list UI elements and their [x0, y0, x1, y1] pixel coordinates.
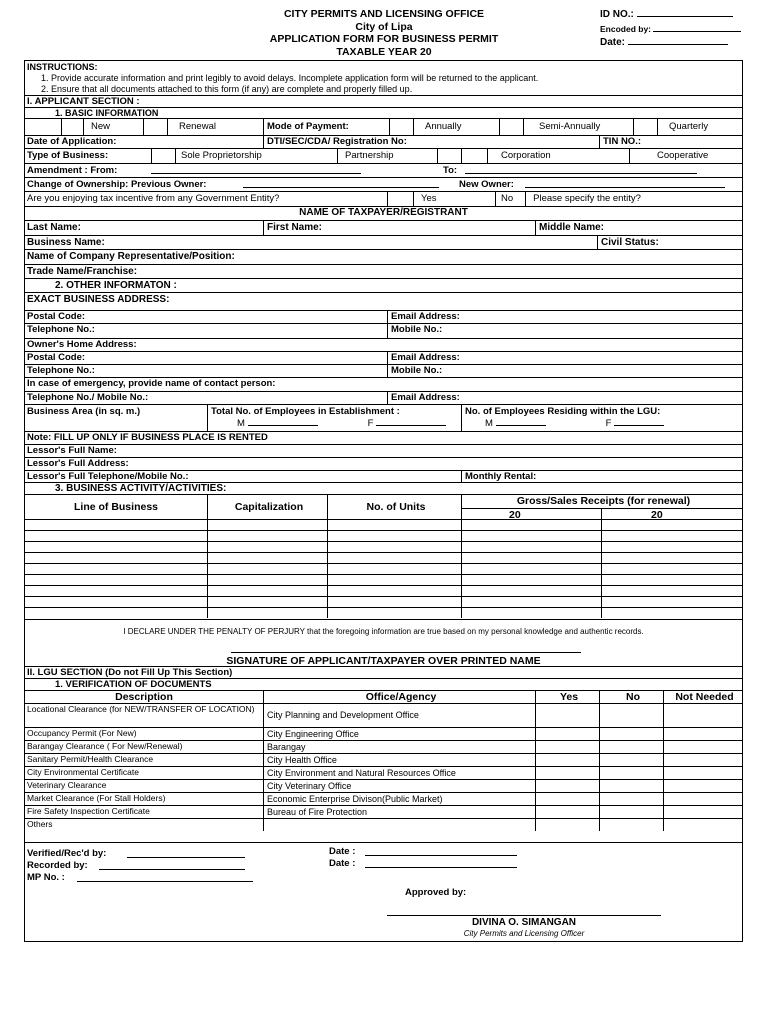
- divider: [207, 608, 208, 618]
- lessor-address-row: [25, 457, 742, 470]
- not-needed-checkbox[interactable]: [663, 793, 742, 805]
- divider: [601, 542, 602, 552]
- divider: [461, 520, 462, 530]
- amendment-from-field[interactable]: [151, 165, 361, 174]
- owner-home-label[interactable]: Owner's Home Address:: [27, 339, 137, 350]
- not-needed-checkbox[interactable]: [663, 767, 742, 779]
- verification-title: 1. VERIFICATION OF DOCUMENTS: [55, 679, 212, 690]
- activity-row[interactable]: [25, 530, 742, 541]
- new-owner-field[interactable]: [525, 179, 725, 188]
- postal-code-label[interactable]: Postal Code:: [27, 311, 86, 322]
- verification-row-item: [25, 779, 742, 792]
- divider: [327, 531, 328, 541]
- telephone-mobile-label[interactable]: Telephone No./ Mobile No.:: [27, 392, 149, 403]
- id-no-field[interactable]: [637, 8, 733, 17]
- header-date-field[interactable]: [628, 36, 728, 45]
- divider: [487, 149, 488, 163]
- dti-registration-label: DTI/SEC/CDA/ Registration No:: [263, 136, 599, 148]
- recorded-by-field[interactable]: [99, 861, 245, 870]
- taxpayer-name-header: [25, 206, 742, 220]
- date-field-1[interactable]: [365, 847, 517, 856]
- date-field-2[interactable]: [365, 859, 517, 868]
- yes-checkbox[interactable]: [535, 767, 599, 779]
- divider: [167, 119, 168, 135]
- basic-info-title: 1. BASIC INFORMATION: [55, 108, 159, 118]
- divider: [175, 149, 176, 163]
- line-of-business-header: Line of Business: [73, 501, 158, 513]
- office-agency: City Environment and Natural Resources Office: [263, 767, 535, 779]
- yes-checkbox[interactable]: [535, 780, 599, 792]
- first-name-label[interactable]: First Name:: [263, 221, 535, 235]
- mode-of-payment-label: Mode of Payment:: [263, 119, 389, 135]
- activity-grid: [25, 519, 742, 619]
- divider: [207, 575, 208, 585]
- divider: [461, 542, 462, 552]
- verification-row-item: [25, 703, 742, 727]
- divider: [327, 597, 328, 607]
- verification-row-item: [25, 805, 742, 818]
- mp-no-field[interactable]: [77, 873, 253, 882]
- applicant-section-title: I. APPLICANT SECTION :: [27, 96, 140, 107]
- verification-row: [25, 678, 742, 690]
- document-description: City Environmental Certificate: [27, 767, 139, 777]
- officer-name: DIVINA O. SIMANGAN: [471, 917, 577, 928]
- no-label: No: [501, 193, 514, 204]
- cooperative-label: Cooperative: [657, 150, 709, 161]
- type-of-business-row: [25, 148, 742, 163]
- document-description: Fire Safety Inspection Certificate: [27, 806, 150, 816]
- trade-name-label[interactable]: Trade Name/Franchise:: [27, 266, 138, 277]
- quarterly-label: Quarterly: [669, 121, 709, 132]
- office-agency: Barangay: [263, 741, 535, 753]
- year-1-label: 20____: [509, 509, 545, 521]
- units-header: No. of Units: [327, 495, 461, 519]
- yes-checkbox[interactable]: [535, 806, 599, 818]
- document-description: Barangay Clearance ( For New/Renewal): [27, 741, 183, 751]
- telephone-label-2[interactable]: Telephone No.:: [27, 365, 95, 376]
- mobile-label[interactable]: Mobile No.:: [387, 324, 742, 338]
- instruction-1: 1. Provide accurate information and print legibly to avoid delays. Incomplete application form will be returned to the applicant.: [41, 73, 539, 83]
- activity-row[interactable]: [25, 563, 742, 574]
- instruction-2: 2. Ensure that all documents attached to this form (if any) are complete and properly filled up.: [41, 84, 413, 94]
- incentive-yes-option[interactable]: [387, 192, 495, 206]
- activity-header: [25, 482, 742, 494]
- not-needed-checkbox[interactable]: [663, 741, 742, 753]
- postal-row-2: [25, 351, 742, 364]
- divider: [327, 520, 328, 530]
- verification-row-item: [25, 740, 742, 753]
- divider: [461, 553, 462, 563]
- office-agency: [263, 819, 535, 831]
- divider: [327, 564, 328, 574]
- permit-type-row: [25, 118, 742, 135]
- no-checkbox[interactable]: [599, 780, 663, 792]
- business-permit-form: [24, 4, 743, 942]
- office-agency: City Health Office: [263, 754, 535, 766]
- divider: [461, 608, 462, 618]
- date-application-row: [25, 135, 742, 148]
- divider: [601, 520, 602, 530]
- divider: [327, 608, 328, 618]
- not-needed-checkbox[interactable]: [663, 806, 742, 818]
- last-name-label[interactable]: Last Name:: [27, 222, 81, 233]
- exact-address-label[interactable]: EXACT BUSINESS ADDRESS:: [27, 294, 170, 305]
- exact-address-row: [25, 292, 742, 310]
- not-needed-checkbox[interactable]: [663, 780, 742, 792]
- recorded-by-label: Recorded by:: [27, 860, 88, 871]
- middle-name-label[interactable]: Middle Name:: [535, 221, 742, 235]
- specify-entity-label: Please specify the entity?: [533, 193, 641, 204]
- not-needed-checkbox[interactable]: [663, 728, 742, 740]
- divider: [437, 149, 438, 163]
- yes-checkbox[interactable]: [535, 728, 599, 740]
- emergency-row: [25, 377, 742, 391]
- representative-row: [25, 249, 742, 264]
- form-title: APPLICATION FORM FOR BUSINESS PERMIT: [269, 33, 499, 45]
- activity-row[interactable]: [25, 552, 742, 563]
- date-of-application-label: Date of Application:: [27, 136, 117, 147]
- other-info-title: 2. OTHER INFORMATON :: [55, 280, 177, 291]
- lgu-section-row: [25, 666, 742, 678]
- city-name: City of Lipa: [355, 20, 413, 33]
- divider: [207, 597, 208, 607]
- telephone-row: [25, 323, 742, 338]
- annually-option[interactable]: [389, 119, 499, 135]
- new-label: New: [91, 121, 111, 132]
- no-checkbox[interactable]: [599, 767, 663, 779]
- activity-column-header: [25, 494, 742, 519]
- postal-code-label-2[interactable]: Postal Code:: [27, 352, 86, 363]
- lessor-address-label[interactable]: Lessor's Full Address:: [27, 458, 129, 469]
- signature-caption: SIGNATURE OF APPLICANT/TAXPAYER OVER PRINTED NAME: [226, 655, 541, 667]
- representative-label[interactable]: Name of Company Representative/Position:: [27, 251, 235, 262]
- divider: [327, 575, 328, 585]
- cooperative-option[interactable]: [629, 149, 742, 163]
- document-description: Occupancy Permit (For New): [27, 728, 137, 738]
- business-area-label[interactable]: Business Area (in sq. m.): [27, 406, 141, 417]
- document-description: Veterinary Clearance: [27, 780, 107, 790]
- telephone-row-2: [25, 364, 742, 377]
- yes-label: Yes: [421, 193, 437, 204]
- total-employees-cell[interactable]: [207, 405, 461, 431]
- lessor-name-row: [25, 444, 742, 457]
- divider: [461, 597, 462, 607]
- verification-row-item: [25, 818, 742, 831]
- divider: [601, 531, 602, 541]
- divider: [207, 542, 208, 552]
- female-label-2: F: [605, 418, 612, 429]
- instructions-title: INSTRUCTIONS:: [27, 62, 98, 72]
- divider: [601, 586, 602, 596]
- office-agency: Bureau of Fire Protection: [263, 806, 535, 818]
- amendment-label: Amendment : From:: [27, 165, 118, 176]
- yes-checkbox[interactable]: [535, 704, 599, 727]
- encoded-by-field[interactable]: [653, 23, 741, 32]
- activity-title: 3. BUSINESS ACTIVITY/ACTIVITIES:: [55, 483, 227, 494]
- divider: [327, 586, 328, 596]
- office-name: CITY PERMITS AND LICENSING OFFICE: [283, 8, 485, 20]
- owner-home-row: [25, 338, 742, 351]
- no-checkbox[interactable]: [599, 806, 663, 818]
- trade-name-row: [25, 264, 742, 278]
- change-ownership-label: Change of Ownership: Previous Owner:: [27, 179, 207, 190]
- divider: [525, 192, 526, 206]
- type-of-business-label: Type of Business:: [27, 150, 109, 161]
- office-agency: Economic Enterprise Divison(Public Market): [263, 793, 535, 805]
- business-name-row: [25, 235, 742, 249]
- no-header: No: [599, 691, 663, 703]
- yes-checkbox[interactable]: [535, 741, 599, 753]
- annually-label: Annually: [425, 121, 462, 132]
- email-label-2[interactable]: Email Address:: [387, 352, 742, 364]
- mp-no-label: MP No. :: [27, 872, 65, 883]
- activity-row[interactable]: [25, 596, 742, 607]
- yes-header: Yes: [535, 691, 599, 703]
- tin-label: TIN NO.:: [599, 136, 742, 148]
- male-label: M: [237, 418, 245, 429]
- emergency-contact-label[interactable]: In case of emergency, provide name of contact person:: [27, 378, 276, 389]
- date-label-2: Date :: [329, 858, 356, 869]
- no-checkbox[interactable]: [599, 819, 663, 831]
- date-label-1: Date :: [329, 846, 356, 857]
- amendment-to-label: To:: [443, 165, 458, 176]
- divider: [601, 608, 602, 618]
- taxpayer-name-title: NAME OF TAXPAYER/REGISTRANT: [299, 207, 468, 218]
- lessor-name-label[interactable]: Lessor's Full Name:: [27, 445, 117, 456]
- description-header: Description: [115, 691, 173, 703]
- verification-row-item: [25, 727, 742, 740]
- divider: [601, 575, 602, 585]
- incentive-question: Are you enjoying tax incentive from any Government Entity?: [27, 193, 280, 204]
- yes-checkbox[interactable]: [535, 754, 599, 766]
- not-needed-checkbox[interactable]: [663, 754, 742, 766]
- divider: [207, 564, 208, 574]
- divider: [207, 586, 208, 596]
- divider: [327, 542, 328, 552]
- activity-row[interactable]: [25, 607, 742, 618]
- amendment-to-field[interactable]: [465, 165, 697, 174]
- gross-receipts-header: Gross/Sales Receipts (for renewal): [516, 495, 691, 507]
- yes-checkbox[interactable]: [535, 819, 599, 831]
- verification-header: [25, 690, 742, 703]
- employees-row: [25, 404, 742, 431]
- taxable-year: TAXABLE YEAR 20: [336, 45, 432, 58]
- activity-row[interactable]: [25, 585, 742, 596]
- incentive-no-option[interactable]: [495, 192, 742, 206]
- capitalization-header: Capitalization: [207, 495, 327, 519]
- divider: [327, 553, 328, 563]
- date-label: Date:: [600, 37, 626, 48]
- male-label-2: M: [485, 418, 493, 429]
- lessor-telephone-label[interactable]: Lessor's Full Telephone/Mobile No.:: [27, 471, 189, 482]
- lgu-section-title: II. LGU SECTION (Do not Fill Up This Section): [27, 667, 233, 678]
- business-name-label[interactable]: Business Name:: [27, 237, 105, 248]
- telmob-row: [25, 391, 742, 404]
- quarterly-option[interactable]: [633, 119, 742, 135]
- id-no-label: ID NO.:: [600, 9, 634, 20]
- activity-row[interactable]: [25, 574, 742, 585]
- other-info-header: [25, 278, 742, 292]
- divider: [83, 119, 84, 135]
- approved-by-label: Approved by:: [405, 887, 467, 898]
- divider: [413, 192, 414, 206]
- renewal-checkbox-cell[interactable]: [143, 119, 263, 135]
- office-agency: City Planning and Development Office: [263, 704, 535, 727]
- divider: [461, 575, 462, 585]
- lessor-tel-row: [25, 470, 742, 482]
- divider: [461, 564, 462, 574]
- encoded-by-label: Encoded by:: [600, 24, 652, 34]
- new-checkbox-cell[interactable]: [61, 119, 143, 135]
- verification-row-item: [25, 766, 742, 779]
- activity-row[interactable]: [25, 519, 742, 530]
- lgu-employees-cell[interactable]: [461, 405, 742, 431]
- divider: [207, 520, 208, 530]
- monthly-rental-label[interactable]: Monthly Rental:: [461, 471, 742, 482]
- verified-by-field[interactable]: [127, 849, 245, 858]
- not-needed-checkbox[interactable]: [663, 819, 742, 831]
- activity-row[interactable]: [25, 541, 742, 552]
- perjury-declaration: I DECLARE UNDER THE PENALTY OF PERJURY that the foregoing information are true based on my personal knowledge and authentic records.: [123, 627, 644, 636]
- female-label: F: [367, 418, 374, 429]
- approver-signature-line[interactable]: [387, 915, 661, 916]
- previous-owner-field[interactable]: [243, 179, 439, 188]
- rented-note: Note: FILL UP ONLY IF BUSINESS PLACE IS RENTED: [27, 432, 268, 443]
- divider: [207, 553, 208, 563]
- semi-annually-label: Semi-Annually: [539, 121, 601, 132]
- incentive-row: [25, 191, 742, 206]
- document-description: Others: [27, 819, 53, 829]
- no-checkbox[interactable]: [599, 793, 663, 805]
- name-row: [25, 220, 742, 235]
- office-agency: City Veterinary Office: [263, 780, 535, 792]
- officer-title: City Permits and Licensing Officer: [463, 929, 585, 938]
- signatures-block: [25, 842, 742, 943]
- sole-option[interactable]: [151, 149, 337, 163]
- divider: [657, 119, 658, 135]
- verification-row-item: [25, 753, 742, 766]
- divider: [601, 597, 602, 607]
- postal-row: [25, 310, 742, 323]
- telephone-label[interactable]: Telephone No.:: [27, 324, 95, 335]
- not-needed-header: Not Needed: [663, 691, 742, 703]
- applicant-signature-line[interactable]: [231, 652, 581, 653]
- document-description: Locational Clearance (for NEW/TRANSFER OF LOCATION): [27, 704, 255, 714]
- divider: [461, 586, 462, 596]
- divider: [207, 531, 208, 541]
- lgu-employees-label: No. of Employees Residing within the LGU:: [465, 406, 661, 417]
- document-description: Market Clearance (For Stall Holders): [27, 793, 166, 803]
- no-checkbox[interactable]: [599, 741, 663, 753]
- office-agency-header: Office/Agency: [263, 691, 535, 703]
- applicant-section-row: [25, 95, 742, 107]
- no-checkbox[interactable]: [599, 728, 663, 740]
- renewal-label: Renewal: [179, 121, 216, 132]
- partnership-option[interactable]: [337, 149, 461, 163]
- divider: [601, 564, 602, 574]
- verified-by-label: Verified/Rec'd by:: [27, 848, 107, 859]
- verification-row-item: [25, 792, 742, 805]
- yes-checkbox[interactable]: [535, 793, 599, 805]
- no-checkbox[interactable]: [599, 754, 663, 766]
- divider: [601, 553, 602, 563]
- year-2-label: 20____: [651, 509, 687, 521]
- sole-proprietorship-label: Sole Proprietorship: [181, 150, 262, 161]
- change-ownership-row: [25, 177, 742, 191]
- total-employees-label: Total No. of Employees in Establishment :: [211, 406, 400, 417]
- civil-status-label[interactable]: Civil Status:: [597, 236, 742, 249]
- divider: [413, 119, 414, 135]
- form-header: [24, 4, 743, 60]
- corporation-label: Corporation: [501, 150, 551, 161]
- form-body: [24, 60, 743, 942]
- document-description: Sanitary Permit/Health Clearance: [27, 754, 154, 764]
- divider: [523, 119, 524, 135]
- amendment-row: [25, 163, 742, 177]
- email-label[interactable]: Email Address:: [387, 311, 742, 323]
- semi-annually-option[interactable]: [499, 119, 633, 135]
- basic-info-row: [25, 107, 742, 118]
- declaration-block: [25, 619, 742, 666]
- rented-note-row: [25, 431, 742, 444]
- mobile-label-2[interactable]: Mobile No.:: [387, 365, 742, 377]
- no-checkbox[interactable]: [599, 704, 663, 727]
- email-label-3[interactable]: Email Address:: [387, 392, 742, 404]
- instructions: [27, 62, 538, 95]
- partnership-label: Partnership: [345, 150, 394, 161]
- office-agency: City Engineering Office: [263, 728, 535, 740]
- not-needed-checkbox[interactable]: [663, 704, 742, 727]
- divider: [461, 531, 462, 541]
- new-owner-label: New Owner:: [459, 179, 514, 190]
